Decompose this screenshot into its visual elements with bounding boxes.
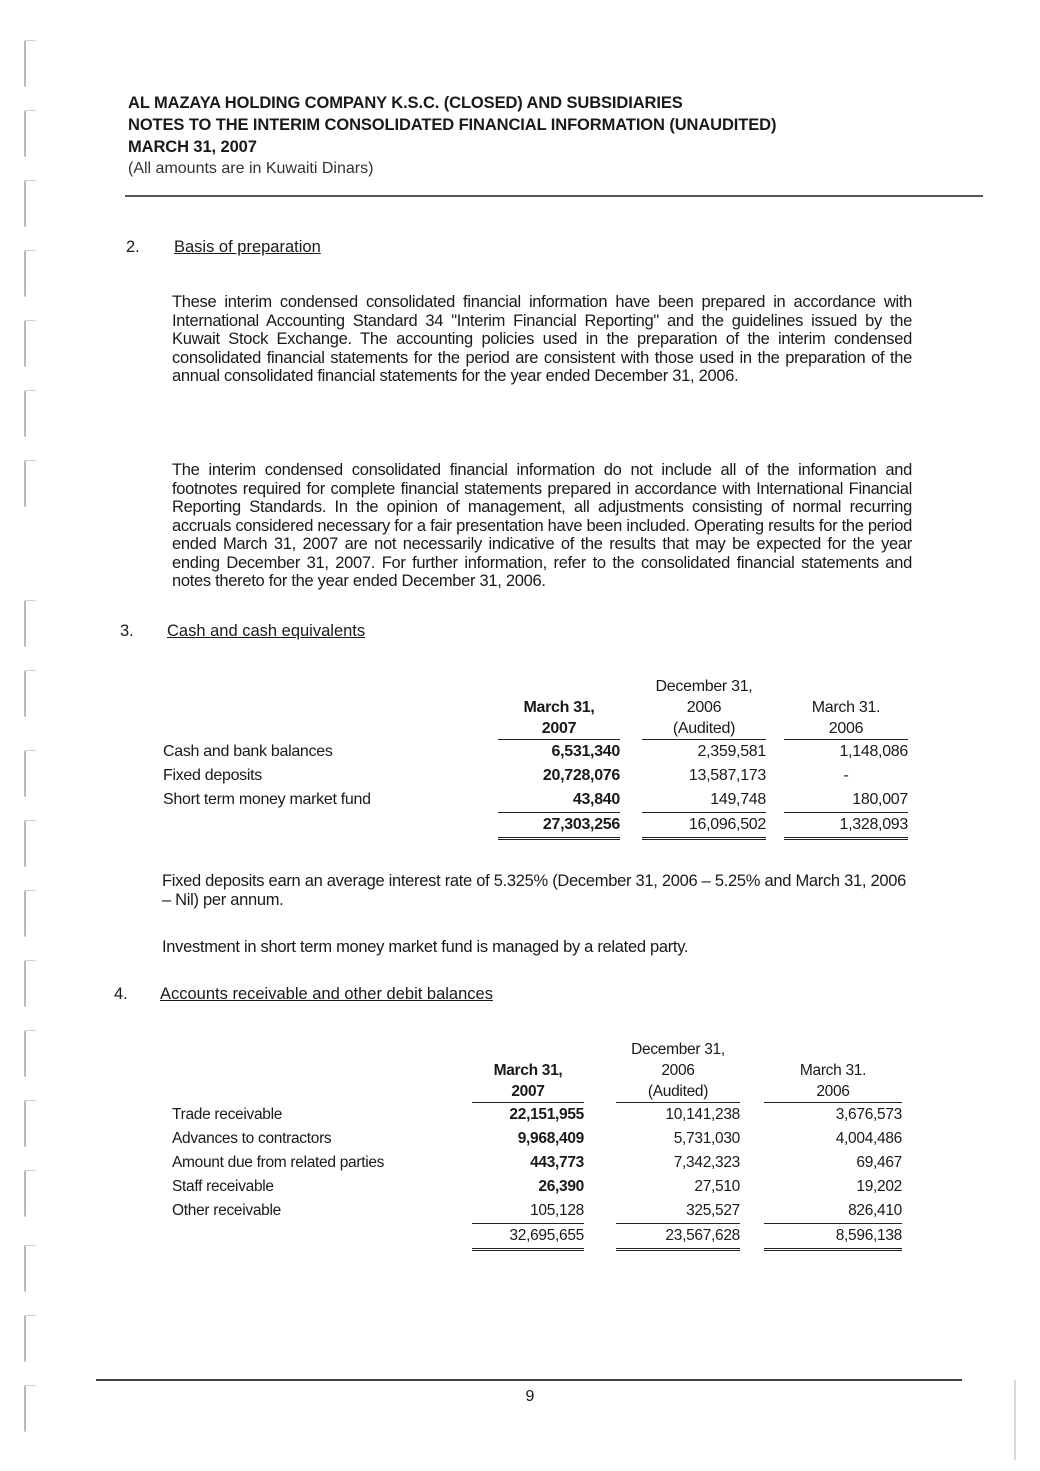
table-header-row (172, 1039, 902, 1103)
section-4-title: Accounts receivable and other debit balances (160, 985, 493, 1003)
header-divider (125, 195, 983, 197)
section-3-number: 3. (120, 622, 134, 640)
currency-note: (All amounts are in Kuwaiti Dinars) (128, 160, 374, 177)
table-row: Amount due from related parties 443,773 7,342,323 69,467 (172, 1154, 902, 1171)
section-2-number: 2. (126, 238, 140, 256)
column-header-march-2006: March 31. 2006 (811, 699, 881, 737)
section-2-paragraph-1: These interim condensed consolidated financial information have been prepared in accordance with International Accounting Standard 34 "Interim Financial Reporting" and the guidelines issued by the Kuwait Stock Exchange. The accounting policies used in the preparation of the interim condensed consolidated financial statements for the period are consistent with those used in the preparation of the annual consolidated financial statements for the year ended December 31, 2006. (172, 293, 912, 385)
section-2-title: Basis of preparation (174, 238, 321, 256)
column-header-december-2006: December 31, 2006 (Audited) (631, 1041, 725, 1100)
section-4-number: 4. (114, 985, 128, 1003)
table-row: Trade receivable 22,151,955 10,141,238 3,676,573 (172, 1103, 902, 1128)
section-2-paragraph-2: The interim condensed consolidated financial information do not include all of the information and footnotes required for complete financial statements prepared in accordance with International Financial Reporting Standards. In the opinion of management, all adjustments consisting of normal recurring accruals considered necessary for a fair presentation have been included. Operating results for the period ended March 31, 2007 are not necessarily indicative of the results that may be expected for the year ending December 31, 2007. For further information, refer to the consolidated financial statements and notes thereto for the year ended December 31, 2006. (172, 461, 912, 590)
table-total-row: 27,303,256 16,096,502 1,328,093 (163, 813, 908, 839)
binder-edge (14, 0, 40, 1471)
column-header-december-2006: December 31, 2006 (Audited) (655, 678, 753, 737)
report-date: MARCH 31, 2007 (128, 138, 257, 156)
table-row: Advances to contractors 9,968,409 5,731,030 4,004,486 (172, 1130, 902, 1147)
section-3-note-money-market: Investment in short term money market fund is managed by a related party. (162, 938, 689, 956)
column-header-march-2006: March 31. 2006 (799, 1062, 867, 1100)
page-number: 9 (525, 1388, 535, 1405)
section-3-note-interest: Fixed deposits earn an average interest rate of 5.325% (December 31, 2006 – 5.25% and March 31, 2006 – Nil) per annum. (162, 872, 906, 909)
page-header (128, 92, 988, 180)
table-row: Short term money market fund 43,840 149,748 180,007 (163, 788, 908, 813)
table-row: Other receivable 105,128 325,527 826,410 (172, 1199, 902, 1224)
footer-divider (96, 1379, 962, 1381)
accounts-receivable-table (172, 1039, 902, 1251)
table-total-row: 32,695,655 23,567,628 8,596,138 (172, 1224, 902, 1250)
table-header-row (163, 676, 908, 740)
cash-equivalents-table (163, 676, 908, 840)
column-header-march-2007: March 31, 2007 (493, 1062, 563, 1100)
table-row: Cash and bank balances 6,531,340 2,359,581 1,148,086 (163, 740, 908, 765)
company-name: AL MAZAYA HOLDING COMPANY K.S.C. (CLOSED) AND SUBSIDIARIES (128, 94, 683, 112)
table-row: Fixed deposits 20,728,076 13,587,173 - (163, 767, 849, 784)
column-header-march-2007: March 31, 2007 (523, 699, 595, 737)
section-3-title: Cash and cash equivalents (167, 622, 366, 640)
table-row: Staff receivable 26,390 27,510 19,202 (172, 1178, 902, 1195)
document-title: NOTES TO THE INTERIM CONSOLIDATED FINANCIAL INFORMATION (UNAUDITED) (128, 116, 777, 134)
